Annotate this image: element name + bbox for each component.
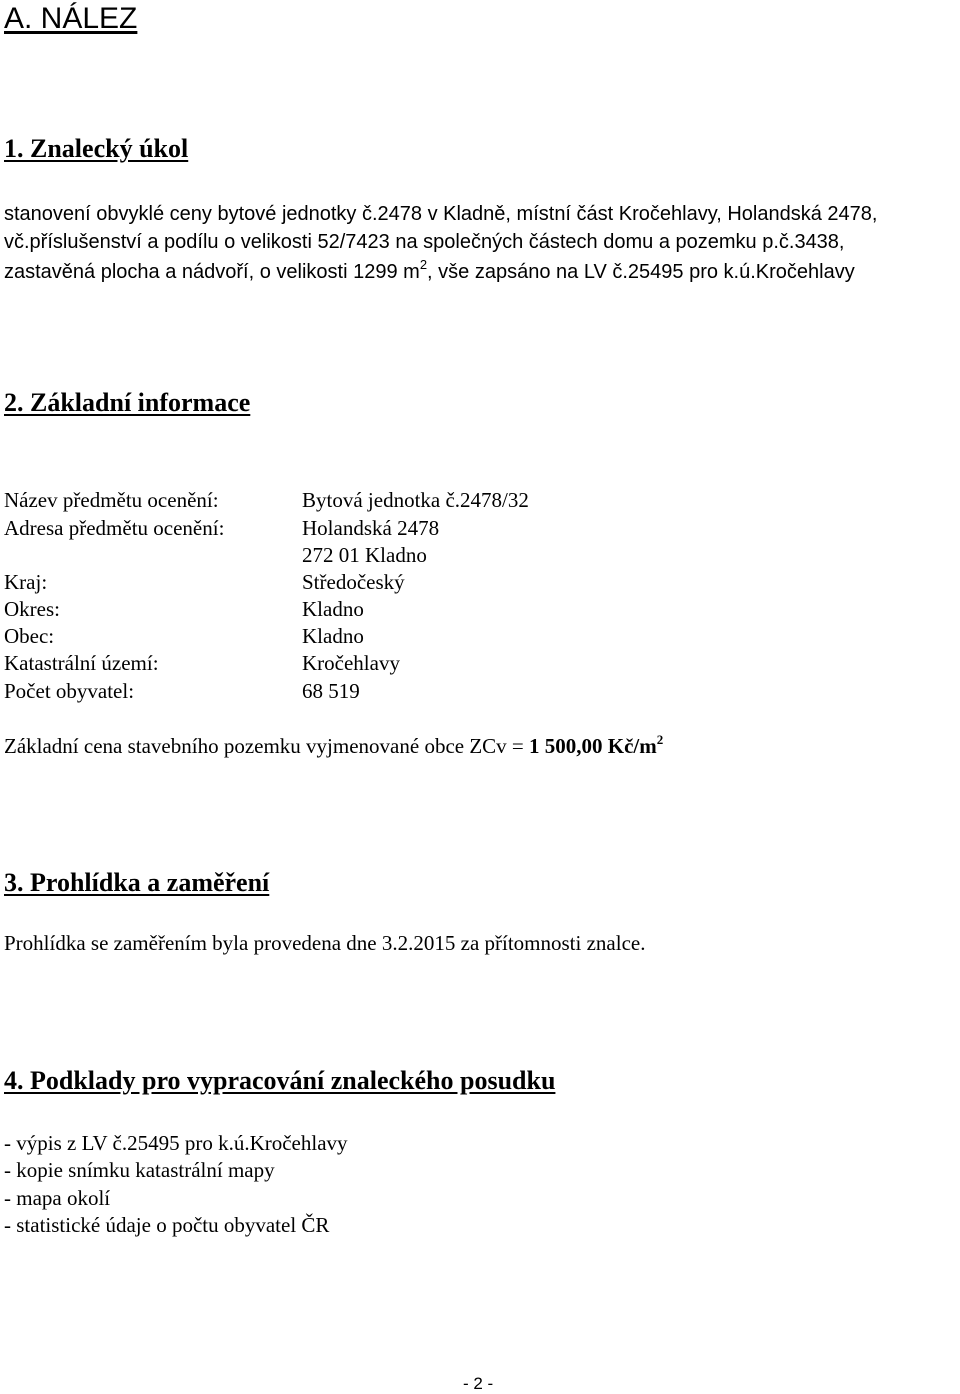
section4-heading: 4. Podklady pro vypracování znaleckého posudku [4,1066,556,1095]
base-price-value: 1 500,00 Kč/m [529,734,657,758]
info-label: Kraj: [4,570,48,594]
source-list-item: - mapa okolí [4,1186,111,1210]
base-price-label: Základní cena stavebního pozemku vyjmenované obce ZCv = [4,734,530,758]
task-line-2 [4,226,845,258]
task-line-3 [4,256,855,288]
page-number: - 2 - [463,1374,494,1393]
inspection-text: Prohlídka se zaměřením byla provedena dne 3.2.2015 za přítomnosti znalce. [4,931,646,955]
info-value: Kladno [302,597,364,621]
info-value: Holandská 2478 [302,516,440,540]
info-label: Počet obyvatel: [4,679,135,703]
info-value: Kročehlavy [302,651,400,675]
task-line-1-text: stanovení obvyklé ceny bytové jednotky č.2478 v Kladně, místní část Kročehlavy, Holandská 2478, [4,203,878,225]
info-value: 68 519 [302,679,360,703]
document-title: A. NÁLEZ [4,2,138,35]
task-line-3-pre: zastavěná plocha a nádvoří, o velikosti 1299 m [4,261,420,283]
info-label: Obec: [4,624,55,648]
info-label: Název předmětu ocenění: [4,488,219,512]
source-list-item: - výpis z LV č.25495 pro k.ú.Kročehlavy [4,1131,348,1155]
info-label: Adresa předmětu ocenění: [4,516,225,540]
section1-heading: 1. Znalecký úkol [4,134,189,163]
info-value: 272 01 Kladno [302,543,427,567]
section2-heading: 2. Základní informace [4,388,251,417]
task-line-3-post: , vše zapsáno na LV č.25495 pro k.ú.Kročehlavy [427,261,855,283]
info-value: Středočeský [302,570,405,594]
base-price-line [4,734,663,759]
info-label: Katastrální území: [4,651,159,675]
source-list-item: - kopie snímku katastrální mapy [4,1158,275,1182]
info-label: Okres: [4,597,60,621]
info-value: Bytová jednotka č.2478/32 [302,488,529,512]
info-value: Kladno [302,624,364,648]
source-list-item: - statistické údaje o počtu obyvatel ČR [4,1213,330,1237]
task-line-3-sup: 2 [419,257,428,272]
section3-heading: 3. Prohlídka a zaměření [4,868,270,897]
task-line-2-text: vč.příslušenství a podílu o velikosti 52/7423 na společných částech domu a pozemku p.č.3438, [4,231,845,253]
base-price-sup: 2 [656,732,664,747]
